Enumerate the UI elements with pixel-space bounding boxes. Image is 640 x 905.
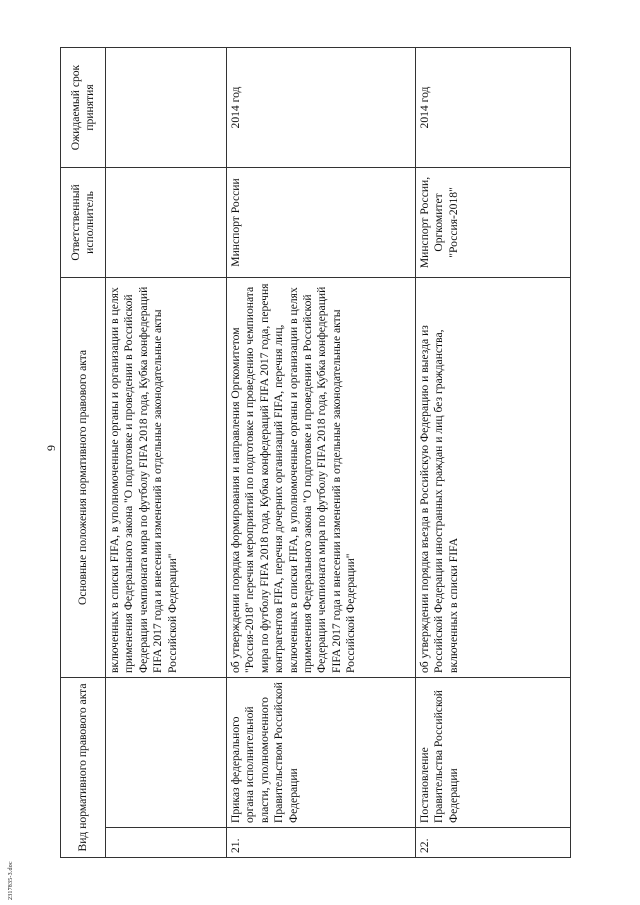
row-number: 22.: [416, 828, 571, 858]
file-stamp: 2317835-3.doc: [8, 861, 14, 900]
header-executor: Ответственный исполнитель: [61, 167, 106, 277]
row-kind: Приказ федерального органа исполнительной власти, уполномоченного Правительством Российской Федерации: [227, 677, 416, 827]
header-kind: Вид нормативного правового акта: [61, 677, 106, 857]
row-executor: Минспорт России: [227, 167, 416, 277]
row-kind: [106, 677, 227, 827]
row-number: [106, 828, 227, 858]
row-deadline: 2014 год: [227, 47, 416, 167]
rotated-table-container: [60, 48, 610, 858]
row-provisions: об утверждении порядка въезда в Российскую Федерацию и выезда из Российской Федерации иностранных граждан и лиц без гражданства, включенных в списки FIFA: [416, 277, 571, 677]
row-deadline: [106, 47, 227, 167]
table-header-row: [61, 47, 106, 857]
table-row: [416, 47, 571, 857]
normative-acts-table: [60, 47, 571, 858]
table-row: [227, 47, 416, 857]
table-row: [106, 47, 227, 857]
row-executor: [106, 167, 227, 277]
row-deadline: 2014 год: [416, 47, 571, 167]
row-executor: Минспорт России, Оргкомитет "Россия-2018": [416, 167, 571, 277]
page-number: 9: [44, 445, 58, 451]
row-kind: Постановление Правительства Российской Федерации: [416, 677, 571, 827]
row-provisions: включенных в списки FIFA, в уполномоченные органы и организации в целях применения Федерального закона "О подготовке и проведении в Российской Федерации чемпионата мира по футболу FIFA 2018 года, Кубка конфедераций FIFA 2017 года и внесении изменений в отдельные законодательные акты Российской Федерации": [106, 277, 227, 677]
header-provisions: Основные положения нормативного правового акта: [61, 277, 106, 677]
row-provisions: об утверждении порядка формирования и направления Оргкомитетом "Россия-2018" перечня мероприятий по подготовке и проведению чемпионата мира по футболу FIFA 2018 года, Кубка конфедераций FIFA 2017 года, перечня контрагентов FIFA, перечня дочерних организаций FIFA, перечня лиц, включенных в списки FIFA, в уполномоченные органы и организации в целях применения Федерального закона "О подготовке и проведении в Российской Федерации чемпионата мира по футболу FIFA 2018 года, Кубка конфедераций FIFA 2017 года и внесении изменений в отдельные законодательные акты Российской Федерации": [227, 277, 416, 677]
row-number: 21.: [227, 828, 416, 858]
header-deadline: Ожидаемый срок принятия: [61, 47, 106, 167]
